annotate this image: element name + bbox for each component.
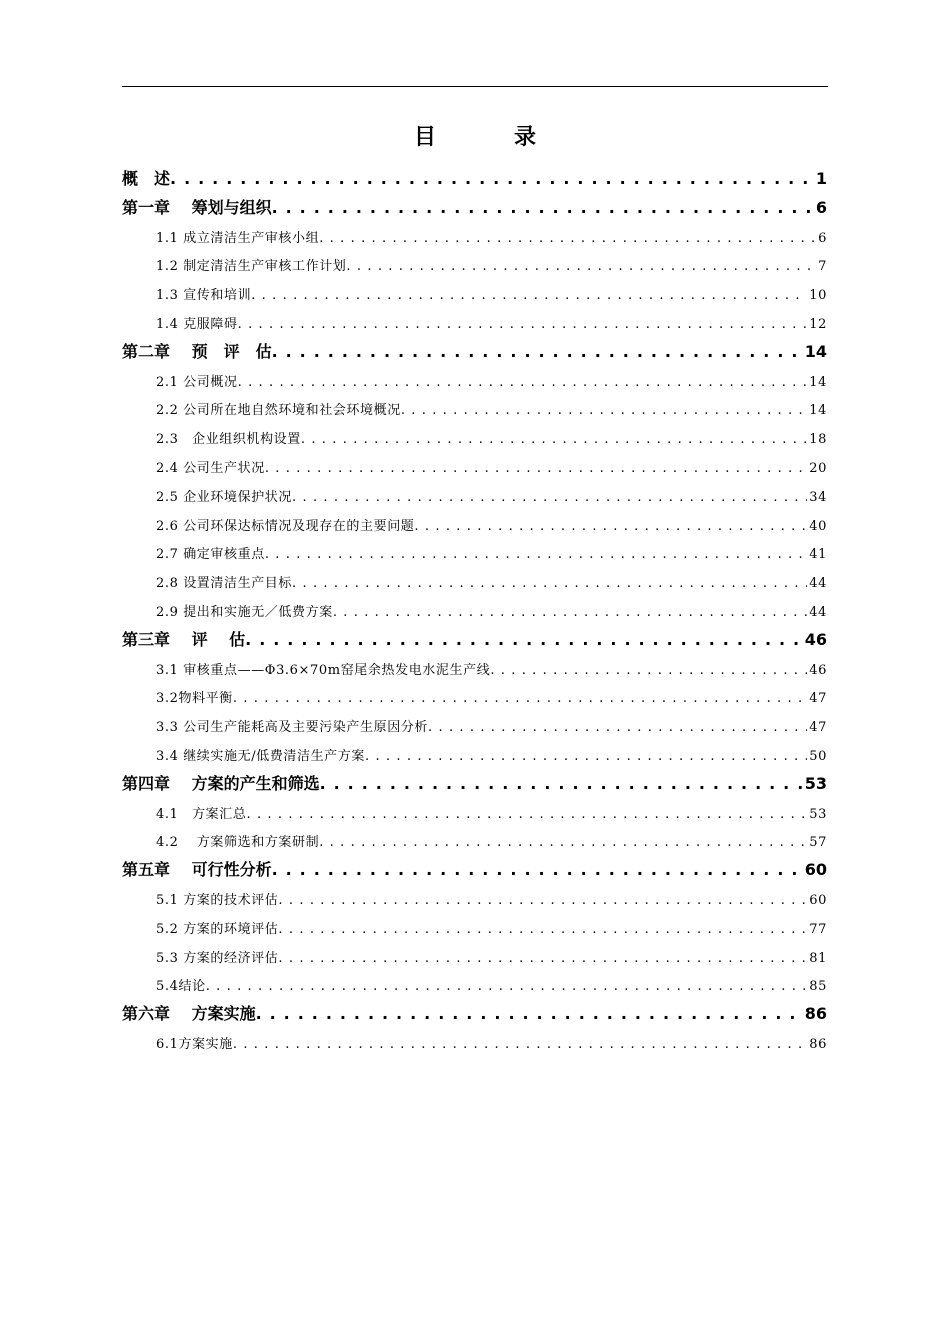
toc-section-entry[interactable] <box>122 920 827 940</box>
toc-entry-page-number: 14 <box>809 403 827 419</box>
dot-leader <box>319 833 807 853</box>
toc-entry-label: 6.1方案实施 <box>156 1037 233 1052</box>
toc-entry-label: 1.3 宣传和培训 <box>156 288 252 304</box>
dot-leader <box>272 859 803 881</box>
toc-chapter-entry[interactable] <box>122 197 827 219</box>
toc-section-entry[interactable] <box>122 257 827 277</box>
header-rule <box>122 86 828 87</box>
toc-entry-label: 5.2 方案的环境评估 <box>156 921 279 937</box>
dot-leader <box>238 373 808 393</box>
toc-entry-page-number: 47 <box>809 691 827 707</box>
dot-leader <box>233 1035 807 1055</box>
toc-entry-label: 2.3 企业组织机构设置 <box>156 432 301 448</box>
toc-entry-page-number: 34 <box>809 489 827 505</box>
dot-leader <box>278 949 807 969</box>
toc-section-entry[interactable] <box>122 805 827 825</box>
toc-chapter-entry[interactable] <box>122 341 827 363</box>
toc-chapter-entry[interactable] <box>122 168 827 190</box>
toc-entry-label: 3.3 公司生产能耗高及主要污染产生原因分析 <box>156 720 429 736</box>
toc-section-entry[interactable] <box>122 517 827 537</box>
toc-entry-label: 1.1 成立清洁生产审核小组 <box>156 230 320 246</box>
toc-entry-label: 5.3 方案的经济评估 <box>156 950 279 966</box>
dot-leader <box>320 773 803 795</box>
toc-entry-label: 1.2 制定清洁生产审核工作计划 <box>156 259 347 275</box>
dot-leader <box>346 257 816 277</box>
toc-entry-page-number: 46 <box>809 662 827 678</box>
toc-entry-label: 2.1 公司概况 <box>156 374 238 390</box>
toc-entry-page-number: 12 <box>809 317 827 332</box>
toc-entry-page-number: 50 <box>809 749 827 764</box>
dot-leader <box>333 603 807 623</box>
toc-section-entry[interactable] <box>122 718 827 738</box>
dot-leader <box>292 488 807 508</box>
toc-section-entry[interactable] <box>122 833 827 853</box>
dot-leader <box>206 977 808 997</box>
toc-section-entry[interactable] <box>122 286 827 306</box>
toc-entry-label: 3.1 审核重点——Φ3.6×70m窑尾余热发电水泥生产线 <box>156 662 491 678</box>
toc-entry-label: 3.2物料平衡 <box>156 691 233 707</box>
toc-entry-label: 1.4 克服障碍 <box>156 317 238 332</box>
toc-entry-label: 2.9 提出和实施无／低费方案 <box>156 605 333 620</box>
toc-chapter-entry[interactable] <box>122 859 827 881</box>
toc-entry-label: 概 述 <box>122 169 171 188</box>
toc-entry-page-number: 86 <box>809 1037 827 1052</box>
toc-section-entry[interactable] <box>122 977 827 997</box>
dot-leader <box>428 718 807 738</box>
toc-entry-page-number: 47 <box>809 720 827 736</box>
toc-entry-label: 第一章 筹划与组织 <box>122 197 272 217</box>
toc-entry-page-number: 81 <box>809 950 827 966</box>
toc-entry-page-number: 77 <box>809 921 827 937</box>
toc-entry-page-number: 10 <box>809 288 827 304</box>
toc-entry-label: 第四章 方案的产生和筛选 <box>122 773 320 793</box>
toc-entry-page-number: 1 <box>815 169 827 188</box>
toc-section-entry[interactable] <box>122 603 827 623</box>
dot-leader <box>319 229 816 249</box>
toc-section-entry[interactable] <box>122 545 827 565</box>
toc-section-entry[interactable] <box>122 689 827 709</box>
toc-section-entry[interactable] <box>122 315 827 335</box>
dot-leader <box>265 545 807 565</box>
toc-entry-label: 5.4结论 <box>156 979 206 995</box>
toc-section-entry[interactable] <box>122 1035 827 1055</box>
dot-leader <box>238 315 808 335</box>
dot-leader <box>365 747 807 767</box>
dot-leader <box>272 341 803 363</box>
toc-entry-page-number: 6 <box>815 197 827 217</box>
toc-section-entry[interactable] <box>122 747 827 767</box>
toc-entry-label: 2.7 确定审核重点 <box>156 547 265 563</box>
toc-entry-label: 4.1 方案汇总 <box>156 806 247 822</box>
toc-entry-label: 第五章 可行性分析 <box>122 860 272 880</box>
toc-entry-page-number: 57 <box>809 835 827 851</box>
page-title: 目 录 <box>413 125 564 150</box>
dot-leader <box>170 168 814 190</box>
dot-leader <box>278 891 807 911</box>
toc-section-entry[interactable] <box>122 373 827 393</box>
dot-leader <box>246 805 807 825</box>
dot-leader <box>265 459 807 479</box>
toc-entry-page-number: 6 <box>818 230 827 246</box>
toc-entry-page-number: 18 <box>809 432 827 448</box>
dot-leader <box>256 1003 803 1025</box>
toc-entry-label: 2.2 公司所在地自然环境和社会环境概况 <box>156 403 401 419</box>
toc-entry-page-number: 40 <box>809 518 827 534</box>
toc-section-entry[interactable] <box>122 661 827 681</box>
toc-section-entry[interactable] <box>122 891 827 911</box>
dot-leader <box>278 920 807 940</box>
toc-entry-page-number: 60 <box>809 893 827 908</box>
toc-section-entry[interactable] <box>122 949 827 969</box>
dot-leader <box>272 197 814 219</box>
toc-entry-label: 第二章 预 评 估 <box>122 341 272 361</box>
toc-chapter-entry[interactable] <box>122 629 827 651</box>
toc-entry-page-number: 53 <box>804 773 827 793</box>
dot-leader <box>233 689 807 709</box>
toc-entry-page-number: 53 <box>809 806 827 822</box>
toc-section-entry[interactable] <box>122 459 827 479</box>
toc-section-entry[interactable] <box>122 430 827 450</box>
toc-entry-label: 5.1 方案的技术评估 <box>156 893 279 908</box>
toc-entry-page-number: 14 <box>804 341 827 361</box>
toc-section-entry[interactable] <box>122 574 827 594</box>
toc-entry-page-number: 44 <box>809 605 827 620</box>
toc-entry-page-number: 44 <box>809 576 827 592</box>
toc-entry-label: 4.2 方案筛选和方案研制 <box>156 835 320 851</box>
dot-leader <box>251 286 807 306</box>
toc-chapter-entry[interactable] <box>122 1003 827 1025</box>
dot-leader <box>401 401 807 421</box>
toc-entry-page-number: 60 <box>804 860 827 880</box>
toc-entry-page-number: 14 <box>809 374 827 390</box>
toc-section-entry[interactable] <box>122 488 827 508</box>
toc-entry-label: 2.6 公司环保达标情况及现存在的主要问题 <box>156 518 415 534</box>
dot-leader <box>245 629 803 651</box>
toc-entry-page-number: 86 <box>804 1004 827 1024</box>
toc-section-entry[interactable] <box>122 229 827 249</box>
toc-entry-page-number: 46 <box>804 629 827 649</box>
toc-entry-label: 2.5 企业环境保护状况 <box>156 489 293 505</box>
dot-leader <box>414 517 807 537</box>
toc-section-entry[interactable] <box>122 401 827 421</box>
toc-entry-label: 第三章 评 估 <box>122 629 246 649</box>
toc-entry-page-number: 7 <box>818 259 827 275</box>
dot-leader <box>490 661 807 681</box>
toc-entry-page-number: 20 <box>809 461 827 476</box>
dot-leader <box>292 574 807 594</box>
toc-entry-page-number: 41 <box>809 547 827 563</box>
toc-entry-label: 2.8 设置清洁生产目标 <box>156 576 293 592</box>
toc-entry-label: 2.4 公司生产状况 <box>156 461 265 476</box>
toc-entry-label: 3.4 继续实施无/低费清洁生产方案 <box>156 749 365 764</box>
toc-chapter-entry[interactable] <box>122 773 827 795</box>
toc-entry-label: 第六章 方案实施 <box>122 1004 256 1024</box>
dot-leader <box>301 430 807 450</box>
toc-entry-page-number: 85 <box>809 979 827 995</box>
